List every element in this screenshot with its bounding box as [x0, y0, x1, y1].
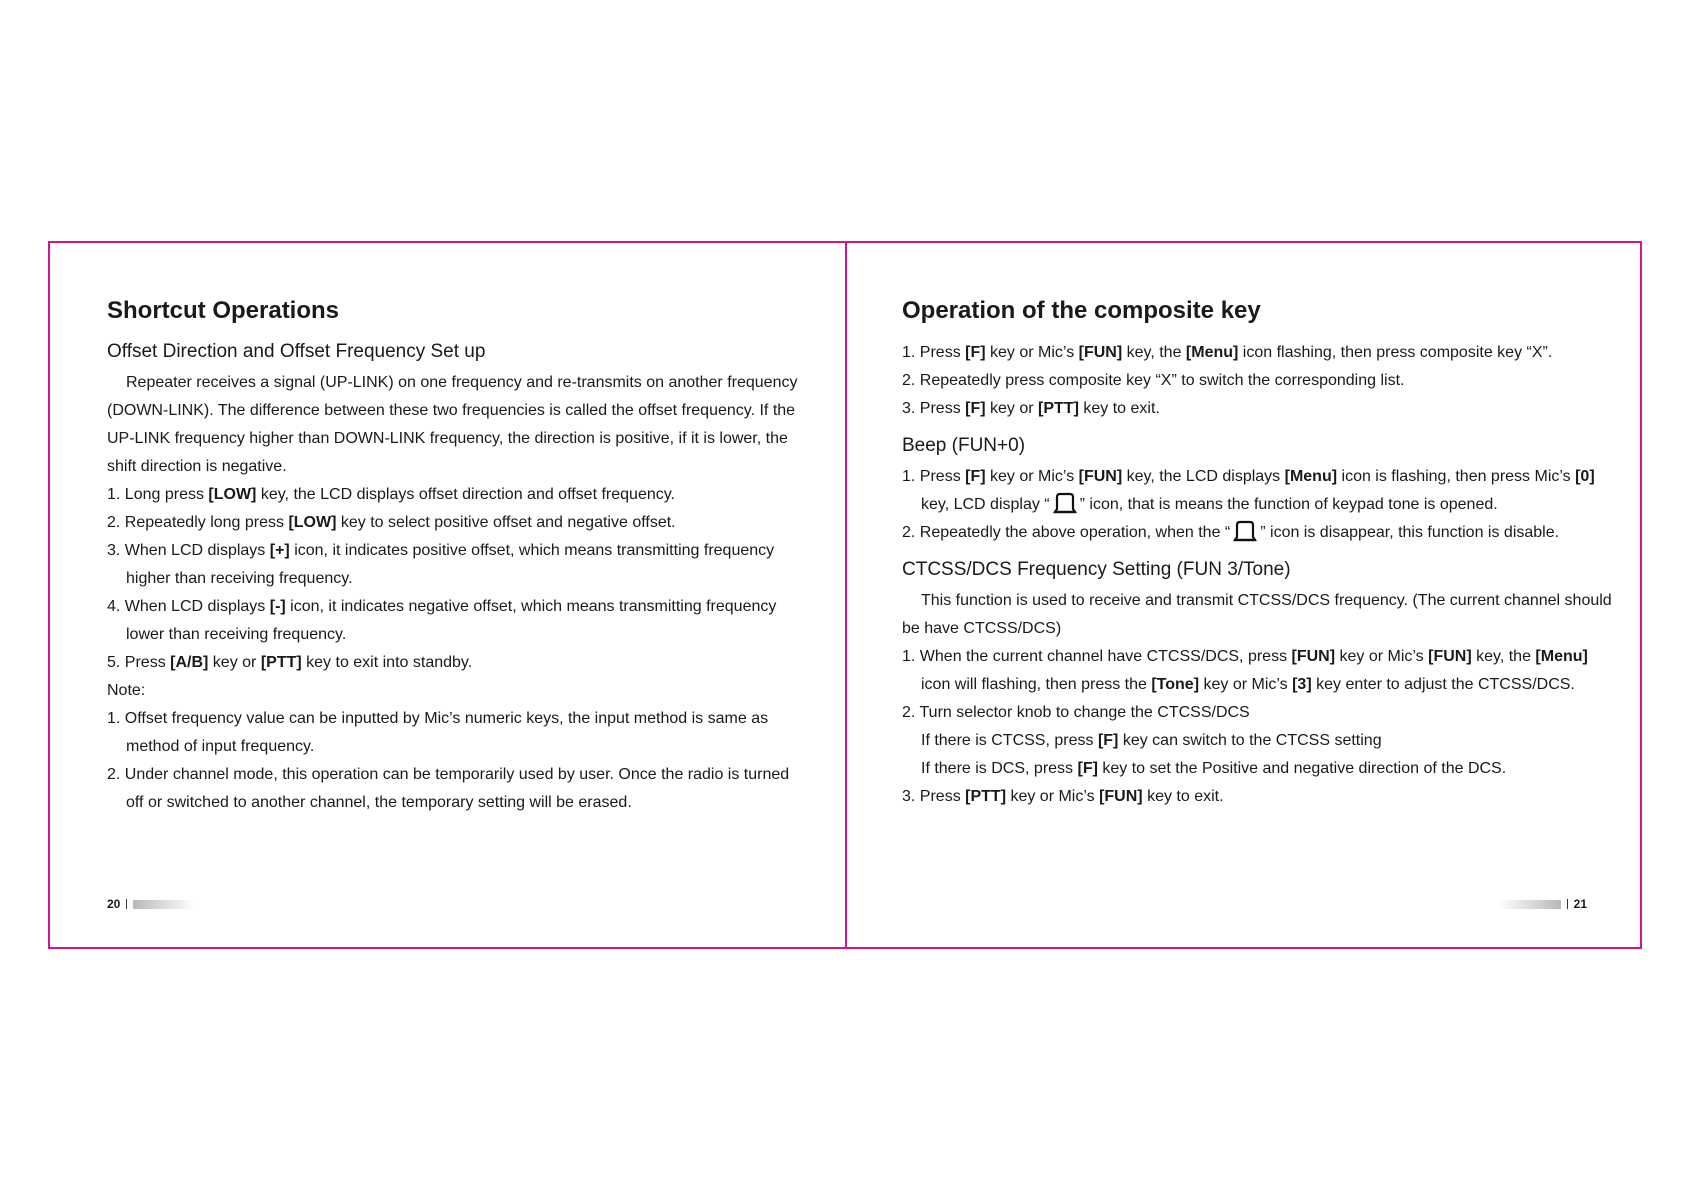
- beep-section-title: Beep (FUN+0): [902, 435, 1026, 456]
- left-page-footer: [107, 897, 195, 911]
- right-page: [847, 243, 1642, 947]
- left-page-title: Shortcut Operations: [107, 297, 340, 324]
- ctcss-step-2: 2. Turn selector knob to change the CTCSS/DCS: [902, 704, 1250, 721]
- manual-spread: [48, 241, 1642, 949]
- composite-step-1: 1. Press [F] key or Mic’s [FUN] key, the [Menu] icon flashing, then press composite key “X”.: [902, 344, 1553, 361]
- footer-tick: [1567, 899, 1568, 909]
- composite-step-3: 3. Press [F] key or [PTT] key to exit.: [902, 400, 1160, 417]
- footer-gradient-bar: [133, 900, 195, 909]
- offset-step-5: 5. Press [A/B] key or [PTT] key to exit into standby.: [107, 654, 473, 671]
- ctcss-intro: This function is used to receive and transmit CTCSS/DCS frequency. (The current channel should be have CTCSS/DCS): [902, 592, 1612, 637]
- ctcss-step-1: 1. When the current channel have CTCSS/DCS, press [FUN] key or Mic’s [FUN] key, the [Menu] icon will flashing, then press the [Tone] key or Mic’s [3] key enter to adjust the CTCSS/DCS.: [902, 648, 1588, 693]
- beep-step-2: 2. Repeatedly the above operation, when the “ ” icon is disappear, this function is disable.: [902, 519, 1612, 547]
- ctcss-section-title: CTCSS/DCS Frequency Setting (FUN 3/Tone): [902, 559, 1291, 580]
- offset-step-1: 1. Long press [LOW] key, the LCD displays offset direction and offset frequency.: [107, 486, 675, 503]
- right-page-title: Operation of the composite key: [902, 297, 1261, 324]
- ctcss-step-2-dcs: If there is DCS, press [F] key to set the Positive and negative direction of the DCS.: [921, 760, 1507, 777]
- offset-step-3: 3. When LCD displays [+] icon, it indicates positive offset, which means transmitting frequency higher than receiving frequency.: [107, 542, 775, 587]
- offset-intro: Repeater receives a signal (UP-LINK) on one frequency and re-transmits on another frequency (DOWN-LINK). The difference between these two frequencies is called the offset frequency. If the UP-LINK frequency higher than DOWN-LINK frequency, the direction is positive, if it is lower, the shift direction is negative.: [107, 374, 798, 475]
- footer-gradient-bar: [1499, 900, 1561, 909]
- page-number-left: 20: [107, 897, 121, 911]
- offset-step-4: 4. When LCD displays [-] icon, it indicates negative offset, which means transmitting frequency lower than receiving frequency.: [107, 598, 777, 643]
- footer-tick: [126, 899, 127, 909]
- page-number-right: 21: [1573, 897, 1587, 911]
- note-label: Note:: [107, 682, 146, 699]
- ctcss-step-3: 3. Press [PTT] key or Mic’s [FUN] key to exit.: [902, 788, 1224, 805]
- offset-step-2: 2. Repeatedly long press [LOW] key to select positive offset and negative offset.: [107, 514, 676, 531]
- note-2: 2. Under channel mode, this operation can be temporarily used by user. Once the radio is turned off or switched to another channel, the temporary setting will be erased.: [107, 766, 790, 811]
- ctcss-step-2-ctcss: If there is CTCSS, press [F] key can switch to the CTCSS setting: [921, 732, 1382, 749]
- right-page-footer: [1499, 897, 1587, 911]
- offset-section-title: Offset Direction and Offset Frequency Set up: [107, 341, 486, 362]
- note-1: 1. Offset frequency value can be inputted by Mic’s numeric keys, the input method is same as method of input frequency.: [107, 710, 769, 755]
- beep-step-1: 1. Press [F] key or Mic’s [FUN] key, the LCD displays [Menu] icon is flashing, then press Mic’s [0] key, LCD display “ ” icon, that is means the function of keypad tone is opened.: [902, 468, 1595, 513]
- left-page: [50, 243, 845, 947]
- bell-icon: [1232, 520, 1258, 542]
- bell-icon: [1052, 492, 1078, 514]
- composite-step-2: 2. Repeatedly press composite key “X” to switch the corresponding list.: [902, 372, 1405, 389]
